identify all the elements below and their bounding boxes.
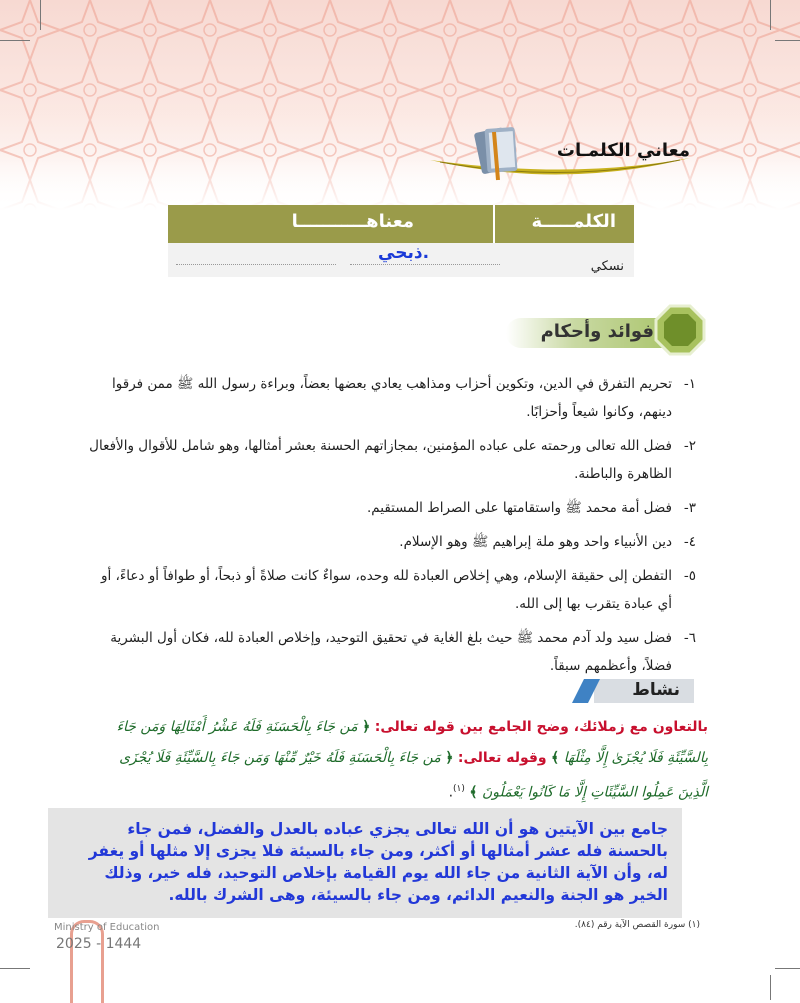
answer-box: [48, 808, 682, 918]
list-item: [84, 432, 696, 488]
item-number: ٥-: [683, 568, 696, 584]
activity-label: نشاط: [632, 680, 680, 700]
crop-mark: [40, 0, 41, 30]
fawaid-title: فوائد وأحكام: [540, 321, 654, 342]
list-item: [84, 624, 696, 680]
dotted-line: [350, 264, 500, 265]
item-text: فضل أمة محمد ﷺ واستقامتها على الصراط المستقيم.: [366, 500, 672, 516]
page-year: 2025 - 1444: [56, 936, 142, 952]
list-item: [84, 562, 696, 618]
crop-mark: [775, 968, 800, 969]
crop-mark: [770, 0, 771, 30]
item-text: فضل الله تعالى ورحمته على عباده المؤمنين، بمجازاتهم الحسنة بعشر أمثالها، وهو شامل للأقوال والأفعال الظاهرة والباطنة.: [89, 438, 672, 482]
header-word: الكلمـــــة: [531, 211, 616, 232]
dotted-line: [176, 264, 336, 265]
vocab-table: [168, 205, 634, 273]
footnote-ref: (١): [453, 784, 465, 794]
list-item: [84, 528, 696, 556]
activity-heading: [570, 677, 694, 705]
list-item: [84, 370, 696, 426]
crop-mark: [770, 975, 771, 1000]
cell-word: نسكي: [590, 259, 624, 274]
item-number: ٤-: [683, 534, 696, 550]
item-text: التفطن إلى حقيقة الإسلام، وهي إخلاص العبادة لله وحده، سواءٌ كانت صلاةً أو ذبحاً، أو طوافاً أو دعاءً، أو أي عبادة يتقرب بها إلى الله.: [100, 568, 672, 612]
octagon-badge-icon: [654, 304, 706, 356]
vocab-table-header: [168, 205, 634, 243]
table-row: [168, 243, 634, 277]
section-title: معاني الكلمـات: [556, 140, 690, 161]
and-his-saying: وقوله تعالى:: [457, 750, 547, 766]
quran-verse-1: مَن جَاءَ بِالْحَسَنَةِ فَلَهُ عَشْرُ أَمْثَالِهَا وَمَن جَاءَ بِالسَّيِّئَةِ فَلَا يُجْزَىٰ إِلَّا مِثْلَهَا: [116, 719, 708, 766]
benefits-list: [84, 370, 696, 686]
ornate-bracket-open-icon: ﴿: [362, 719, 371, 735]
ornate-bracket-open-icon: ﴿: [445, 750, 454, 766]
item-number: ٢-: [683, 438, 696, 454]
ornate-bracket-close-icon: ﴾: [551, 750, 560, 766]
ministry-logo-text: Ministry of Education: [54, 922, 160, 933]
header-divider: [493, 205, 495, 243]
list-item: [84, 494, 696, 522]
crop-mark: [0, 968, 30, 969]
crop-mark: [0, 40, 30, 41]
item-number: ٣-: [683, 500, 696, 516]
books-icon: [472, 122, 524, 184]
answer-text: جامع بين الآيتين هو أن الله تعالى يجزي عباده بالعدل والفضل، فمن جاء بالحسنة فله عشر أمثالها أو أكثر، ومن جاء بالسيئة فلا يجزى إلا مثلها أو يغفر له، وأن الآية الثانية من جاء الله يوم القيامة بإخلاص التوحيد، فله خير، وذلك الخير هو الجنة والنعيم الدائم، ومن جاء بالسيئة، وهى الشرك بالله.: [88, 820, 668, 904]
activity-intro: بالتعاون مع زملائك، وضح الجامع بين قوله تعالى:: [374, 719, 708, 735]
activity-text: بالتعاون مع زملائك، وضح الجامع بين قوله تعالى: ﴿ مَن جَاءَ بِالْحَسَنَةِ فَلَهُ عَشْرُ أَمْثَالِهَا وَمَن جَاءَ بِالسَّيِّئَةِ فَلَا يُجْزَىٰ إِلَّا مِثْلَهَا ﴾ وقوله تعالى: ﴿ مَن جَاءَ بِالْحَسَنَةِ فَلَهُ خَيْرٌ مِّنْهَا وَمَن جَاءَ بِالسَّيِّئَةِ فَلَا يُجْزَى الَّذِينَ عَمِلُوا السَّيِّئَاتِ إِلَّا مَا كَانُوا يَعْمَلُونَ ﴾ $^{(١)}$.: [116, 719, 708, 801]
cell-meaning: ذبحي.: [378, 243, 430, 263]
footnote: (١) سورة القصص الآية رقم (٨٤).: [574, 920, 700, 930]
header-meaning: معناهـــــــــــا: [291, 211, 414, 232]
item-text: فضل سيد ولد آدم محمد ﷺ حيث بلغ الغاية في تحقيق التوحيد، وإخلاص العبادة لله، فكان أول البشرية فضلاً، وأعظمهم سبقاً.: [110, 630, 672, 674]
item-text: تحريم التفرق في الدين، وتكوين أحزاب ومذاهب يعادي بعضها بعضاً، وبراءة رسول الله ﷺ ممن فرقوا دينهم، وكانوا شيعاً وأحزابًا.: [112, 376, 672, 420]
item-number: ٦-: [683, 630, 696, 646]
item-number: ١-: [683, 376, 696, 392]
ornate-bracket-close-icon: ﴾: [469, 784, 478, 801]
crop-mark: [775, 40, 800, 41]
quran-verse-2: مَن جَاءَ بِالْحَسَنَةِ فَلَهُ خَيْرٌ مِّنْهَا وَمَن جَاءَ بِالسَّيِّئَةِ فَلَا يُجْزَى الَّذِينَ عَمِلُوا السَّيِّئَاتِ إِلَّا مَا كَانُوا يَعْمَلُونَ: [119, 750, 708, 801]
item-text: دين الأنبياء واحد وهو ملة إبراهيم ﷺ وهو الإسلام.: [399, 534, 672, 550]
fawaid-heading: [446, 304, 706, 356]
